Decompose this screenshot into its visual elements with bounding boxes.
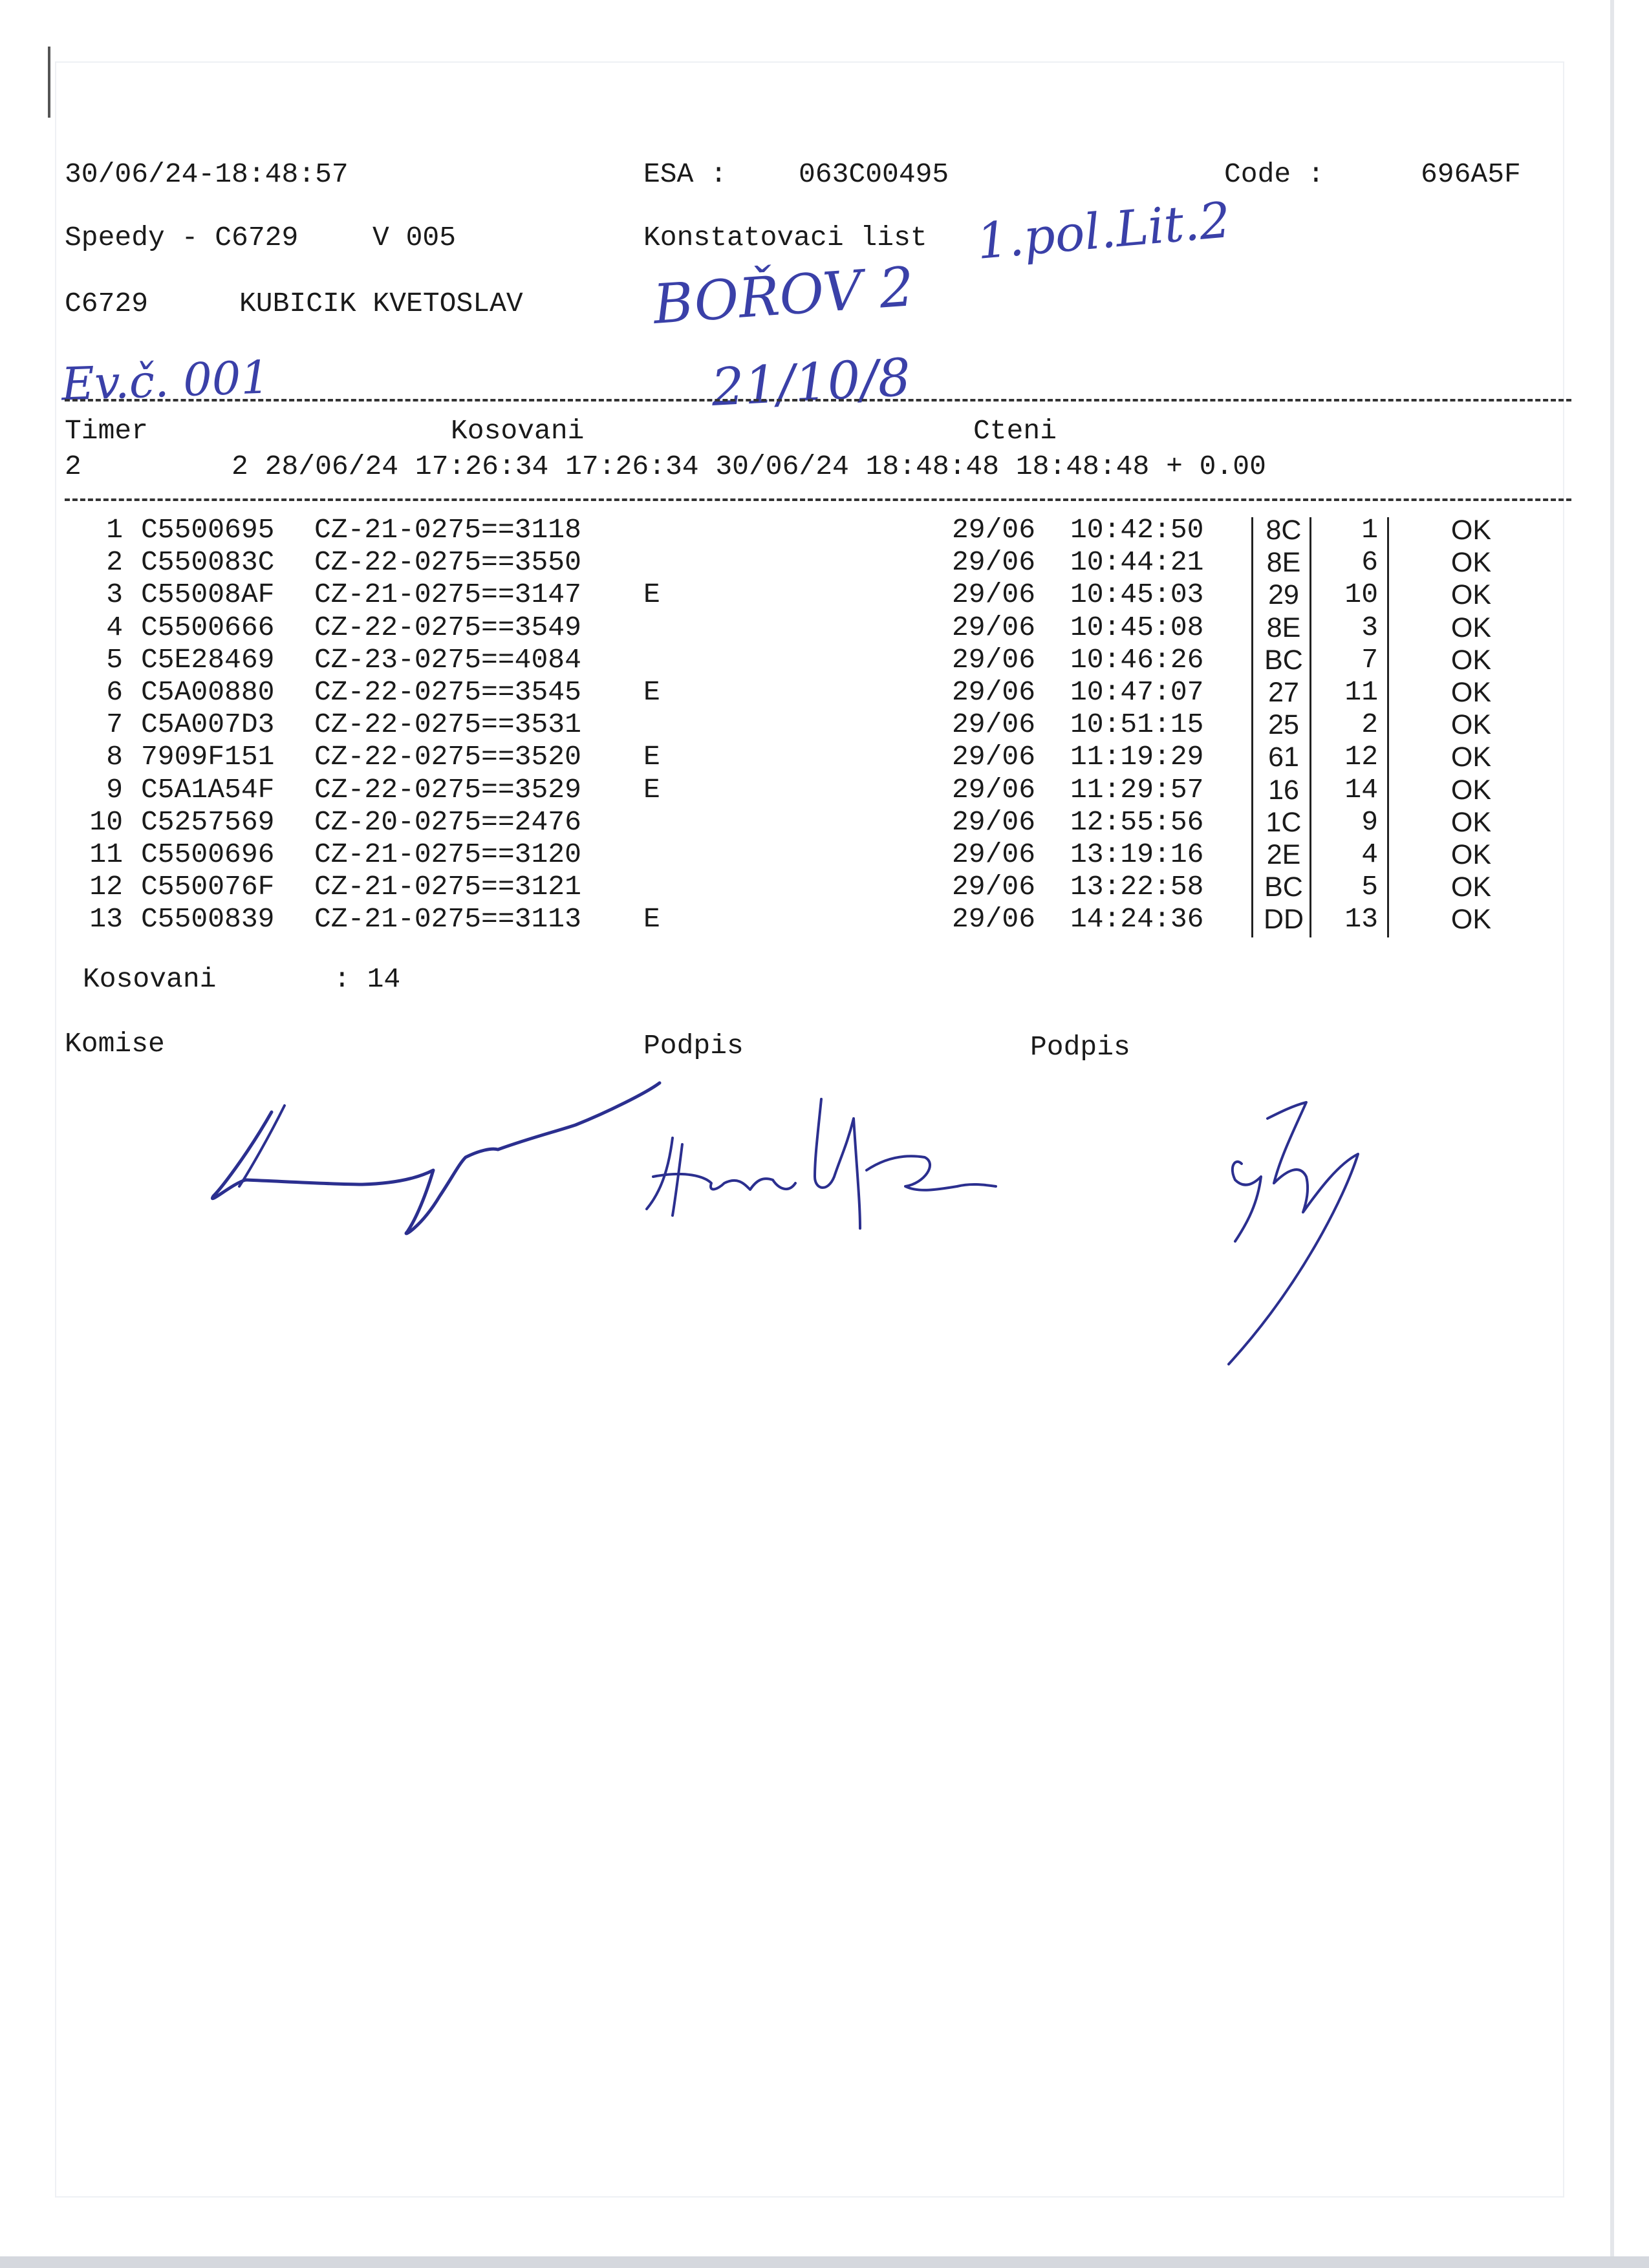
cell-date: 29/06 — [952, 839, 1036, 870]
cell-time: 13:22:58 — [1070, 871, 1204, 903]
timer-kosovani-label: Kosovani — [451, 415, 585, 447]
cell-date: 29/06 — [952, 643, 1036, 676]
cell-flag: E — [643, 741, 660, 773]
cell-date: 29/06 — [952, 579, 1036, 611]
operator-id: C6729 — [65, 288, 149, 319]
cell-date: 29/06 — [952, 709, 1036, 741]
cell-time: 10:46:26 — [1070, 643, 1204, 676]
cell-chip: 7909F151 — [141, 741, 275, 773]
cell-n: 13 — [89, 903, 123, 936]
cell-ring: CZ-23-0275==4084 — [314, 643, 581, 676]
cell-chip: C5A00880 — [141, 676, 275, 708]
cell-pos: 2 — [1361, 709, 1378, 741]
signature-podpis-1 — [634, 1080, 1035, 1248]
signature-komise — [194, 1067, 685, 1261]
esa-label: ESA : — [643, 158, 727, 190]
cell-date: 29/06 — [952, 676, 1036, 708]
cell-pos: 13 — [1344, 903, 1378, 936]
cell-ring: CZ-22-0275==3520 — [314, 741, 581, 773]
cell-ring: CZ-21-0275==3147 — [314, 579, 581, 611]
cell-pos: 12 — [1344, 741, 1378, 773]
cell-status: OK — [1450, 515, 1492, 546]
cell-ring: CZ-22-0275==3529 — [314, 773, 581, 806]
summary-kosovani-value: : 14 — [334, 963, 401, 995]
cell-flag: E — [643, 676, 660, 708]
handwritten-evidence: Ev.č. 001 — [60, 350, 271, 411]
cell-time: 11:19:29 — [1070, 741, 1204, 773]
cell-flag: E — [643, 773, 660, 806]
cell-ring: CZ-22-0275==3531 — [314, 709, 581, 741]
cell-n: 7 — [106, 709, 123, 741]
cell-n: 3 — [106, 579, 123, 611]
handwritten-number: 21/10/8 — [709, 347, 912, 418]
cell-pos: 7 — [1361, 643, 1378, 676]
cell-date: 29/06 — [952, 871, 1036, 903]
cell-time: 10:47:07 — [1070, 676, 1204, 708]
cell-time: 10:42:50 — [1070, 514, 1204, 546]
cell-n: 8 — [106, 741, 123, 773]
cell-status: OK — [1450, 644, 1492, 676]
cell-time: 10:45:08 — [1070, 611, 1204, 643]
cell-flag: E — [643, 903, 660, 936]
cell-hex: 8C — [1266, 515, 1302, 546]
column-divider-hex-left — [1251, 517, 1253, 937]
cell-chip: C550076F — [141, 871, 275, 903]
print-datetime: 30/06/24-18:48:57 — [65, 158, 349, 190]
cell-time: 10:51:15 — [1070, 709, 1204, 741]
cell-ring: CZ-22-0275==3549 — [314, 611, 581, 643]
signature-podpis-2 — [1209, 1093, 1416, 1377]
cell-n: 2 — [106, 546, 123, 579]
cell-hex: DD — [1263, 904, 1304, 936]
separator-top — [65, 399, 1571, 401]
cell-hex: 25 — [1268, 709, 1299, 741]
cell-n: 5 — [106, 643, 123, 676]
cell-n: 11 — [89, 839, 123, 870]
cell-n: 1 — [106, 514, 123, 546]
cell-hex: 8E — [1266, 547, 1301, 579]
cell-time: 14:24:36 — [1070, 903, 1204, 936]
handwritten-note-title: 1.pol.Lit.2 — [974, 191, 1233, 270]
esa-value: 063C00495 — [799, 158, 949, 190]
cell-time: 10:44:21 — [1070, 546, 1204, 579]
cell-status: OK — [1450, 709, 1492, 741]
cell-hex: BC — [1264, 644, 1303, 676]
timer-line: 2 2 28/06/24 17:26:34 17:26:34 30/06/24 18:48:48 18:48:48 + 0.00 — [65, 451, 1266, 482]
cell-status: OK — [1450, 872, 1492, 903]
cell-status: OK — [1450, 806, 1492, 838]
summary-kosovani-label: Kosovani — [83, 963, 217, 995]
cell-ring: CZ-21-0275==3113 — [314, 903, 581, 936]
podpis-label-2: Podpis — [1030, 1031, 1130, 1063]
cell-flag: E — [643, 579, 660, 611]
column-divider-pos-right — [1387, 517, 1389, 937]
cell-chip: C550083C — [141, 546, 275, 579]
cell-hex: 61 — [1268, 742, 1299, 773]
cell-time: 10:45:03 — [1070, 579, 1204, 611]
podpis-label-1: Podpis — [643, 1030, 744, 1062]
cell-date: 29/06 — [952, 903, 1036, 936]
cell-n: 6 — [106, 676, 123, 708]
device-version: V 005 — [372, 222, 457, 253]
cell-hex: BC — [1264, 872, 1303, 903]
cell-status: OK — [1450, 774, 1492, 806]
cell-status: OK — [1450, 904, 1492, 936]
cell-chip: C5500839 — [141, 903, 275, 936]
column-divider-hex-right — [1310, 517, 1311, 937]
cell-hex: 16 — [1268, 774, 1299, 806]
cell-hex: 29 — [1268, 579, 1299, 611]
cell-chip: C55008AF — [141, 579, 275, 611]
cell-ring: CZ-21-0275==3120 — [314, 839, 581, 870]
cell-ring: CZ-21-0275==3121 — [314, 871, 581, 903]
cell-time: 11:29:57 — [1070, 773, 1204, 806]
code-value: 696A5F — [1421, 158, 1521, 190]
cell-n: 12 — [89, 871, 123, 903]
cell-pos: 14 — [1344, 773, 1378, 806]
cell-date: 29/06 — [952, 741, 1036, 773]
cell-n: 9 — [106, 773, 123, 806]
cell-hex: 2E — [1266, 839, 1301, 870]
cell-pos: 11 — [1344, 676, 1378, 708]
cell-hex: 8E — [1266, 612, 1301, 643]
cell-chip: C5257569 — [141, 806, 275, 838]
cell-hex: 1C — [1266, 806, 1302, 838]
cell-n: 4 — [106, 611, 123, 643]
scan-mark — [48, 47, 50, 118]
form-title: Konstatovaci list — [643, 222, 927, 253]
cell-date: 29/06 — [952, 611, 1036, 643]
cell-pos: 10 — [1344, 579, 1378, 611]
separator-middle — [65, 498, 1571, 501]
cell-chip: C5E28469 — [141, 643, 275, 676]
cell-status: OK — [1450, 742, 1492, 773]
cell-date: 29/06 — [952, 546, 1036, 579]
komise-label: Komise — [65, 1028, 165, 1060]
cell-pos: 9 — [1361, 806, 1378, 838]
timer-label: Timer — [65, 415, 149, 447]
cell-date: 29/06 — [952, 773, 1036, 806]
cell-n: 10 — [89, 806, 123, 838]
scan-right-edge — [1610, 0, 1614, 2268]
cell-chip: C5500666 — [141, 611, 275, 643]
cell-ring: CZ-22-0275==3545 — [314, 676, 581, 708]
cell-status: OK — [1450, 547, 1492, 579]
cell-chip: C5A007D3 — [141, 709, 275, 741]
cell-pos: 3 — [1361, 611, 1378, 643]
cell-time: 13:19:16 — [1070, 839, 1204, 870]
device-name: Speedy - C6729 — [65, 222, 299, 253]
cell-ring: CZ-22-0275==3550 — [314, 546, 581, 579]
handwritten-location: BOŘOV 2 — [651, 255, 916, 336]
cell-date: 29/06 — [952, 806, 1036, 838]
cell-hex: 27 — [1268, 677, 1299, 708]
cell-status: OK — [1450, 579, 1492, 611]
timer-cteni-label: Cteni — [973, 415, 1057, 447]
cell-pos: 1 — [1361, 514, 1378, 546]
cell-pos: 5 — [1361, 871, 1378, 903]
cell-pos: 6 — [1361, 546, 1378, 579]
operator-name: KUBICIK KVETOSLAV — [239, 288, 523, 319]
cell-chip: C5A1A54F — [141, 773, 275, 806]
cell-pos: 4 — [1361, 839, 1378, 870]
cell-status: OK — [1450, 839, 1492, 870]
cell-ring: CZ-21-0275==3118 — [314, 514, 581, 546]
cell-status: OK — [1450, 677, 1492, 708]
cell-ring: CZ-20-0275==2476 — [314, 806, 581, 838]
cell-chip: C5500696 — [141, 839, 275, 870]
cell-time: 12:55:56 — [1070, 806, 1204, 838]
scan-bottom-edge — [0, 2256, 1649, 2268]
cell-date: 29/06 — [952, 514, 1036, 546]
code-label: Code : — [1224, 158, 1324, 190]
cell-status: OK — [1450, 612, 1492, 643]
cell-chip: C5500695 — [141, 514, 275, 546]
